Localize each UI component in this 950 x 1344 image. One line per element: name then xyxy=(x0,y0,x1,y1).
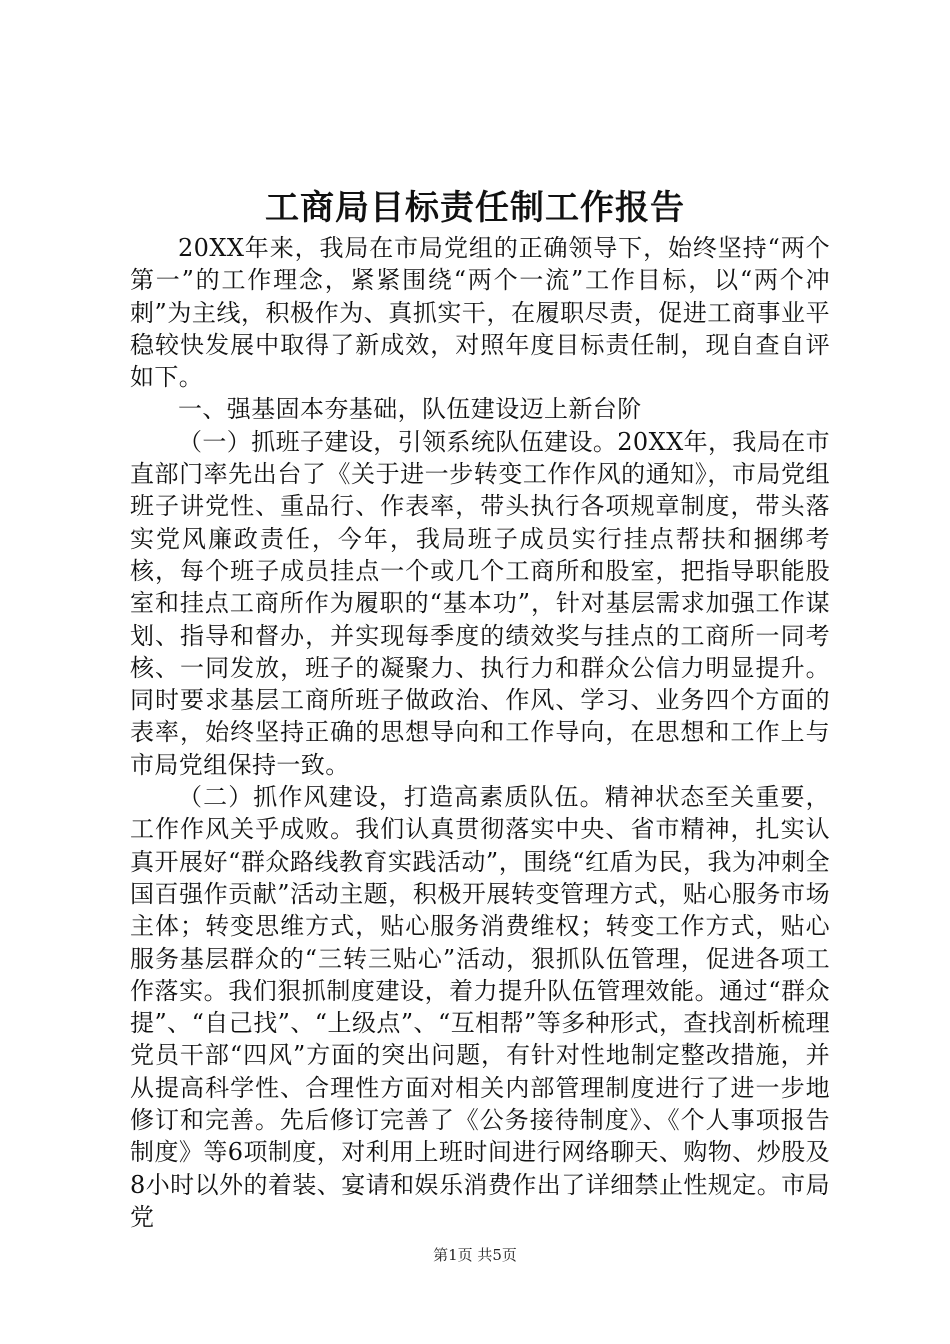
document-body xyxy=(130,232,830,1233)
paragraph-intro: 20XX年来，我局在市局党组的正确领导下，始终坚持“两个第一”的工作理念，紧紧围绕“两个一流”工作目标，以“两个冲刺”为主线，积极作为、真抓实干，在履职尽责，促进工商事业平稳较快发展中取得了新成效，对照年度目标责任制，现自查自评如下。 xyxy=(130,234,830,392)
paragraph-work-style: （二）抓作风建设，打造高素质队伍。精神状态至关重要，工作作风关乎成败。我们认真贯彻落实中央、省市精神，扎实认真开展好“群众路线教育实践活动”，围绕“红盾为民，我为冲刺全国百强作贡献”活动主题，积极开展转变管理方式，贴心服务市场主体；转变思维方式，贴心服务消费维权；转变工作方式，贴心服务基层群众的“三转三贴心”活动，狠抓队伍管理，促进各项工作落实。我们狠抓制度建设，着力提升队伍管理效能。通过“群众提”、“自己找”、“上级点”、“互相帮”等多种形式，查找剖析梳理党员干部“四风”方面的突出问题，有针对性地制定整改措施，并从提高科学性、合理性方面对相关内部管理制度进行了进一步地修订和完善。先后修订完善了《公务接待制度》、《个人事项报告制度》等6项制度，对利用上班时间进行网络聊天、购物、炒股及8小时以外的着装、宴请和娱乐消费作出了详细禁止性规定。市局党 xyxy=(130,783,830,1231)
section-heading-1: 一、强基固本夯基础，队伍建设迈上新台阶 xyxy=(178,395,642,424)
paragraph-leadership: （一）抓班子建设，引领系统队伍建设。20XX年，我局在市直部门率先出台了《关于进一步转变工作作风的通知》，市局党组班子讲党性、重品行、作表率，带头执行各项规章制度，带头落实党风廉政责任，今年，我局班子成员实行挂点帮扶和捆绑考核，每个班子成员挂点一个或几个工商所和股室，把指导职能股室和挂点工商所作为履职的“基本功”，针对基层需求加强工作谋划、指导和督办，并实现每季度的绩效奖与挂点的工商所一同考核、一同发放，班子的凝聚力、执行力和群众公信力明显提升。同时要求基层工商所班子做政治、作风、学习、业务四个方面的表率，始终坚持正确的思想导向和工作导向，在思想和工作上与市局党组保持一致。 xyxy=(130,427,830,779)
document-title: 工商局目标责任制工作报告 xyxy=(265,188,685,228)
page-number: 第1页 共5页 xyxy=(433,1246,517,1264)
